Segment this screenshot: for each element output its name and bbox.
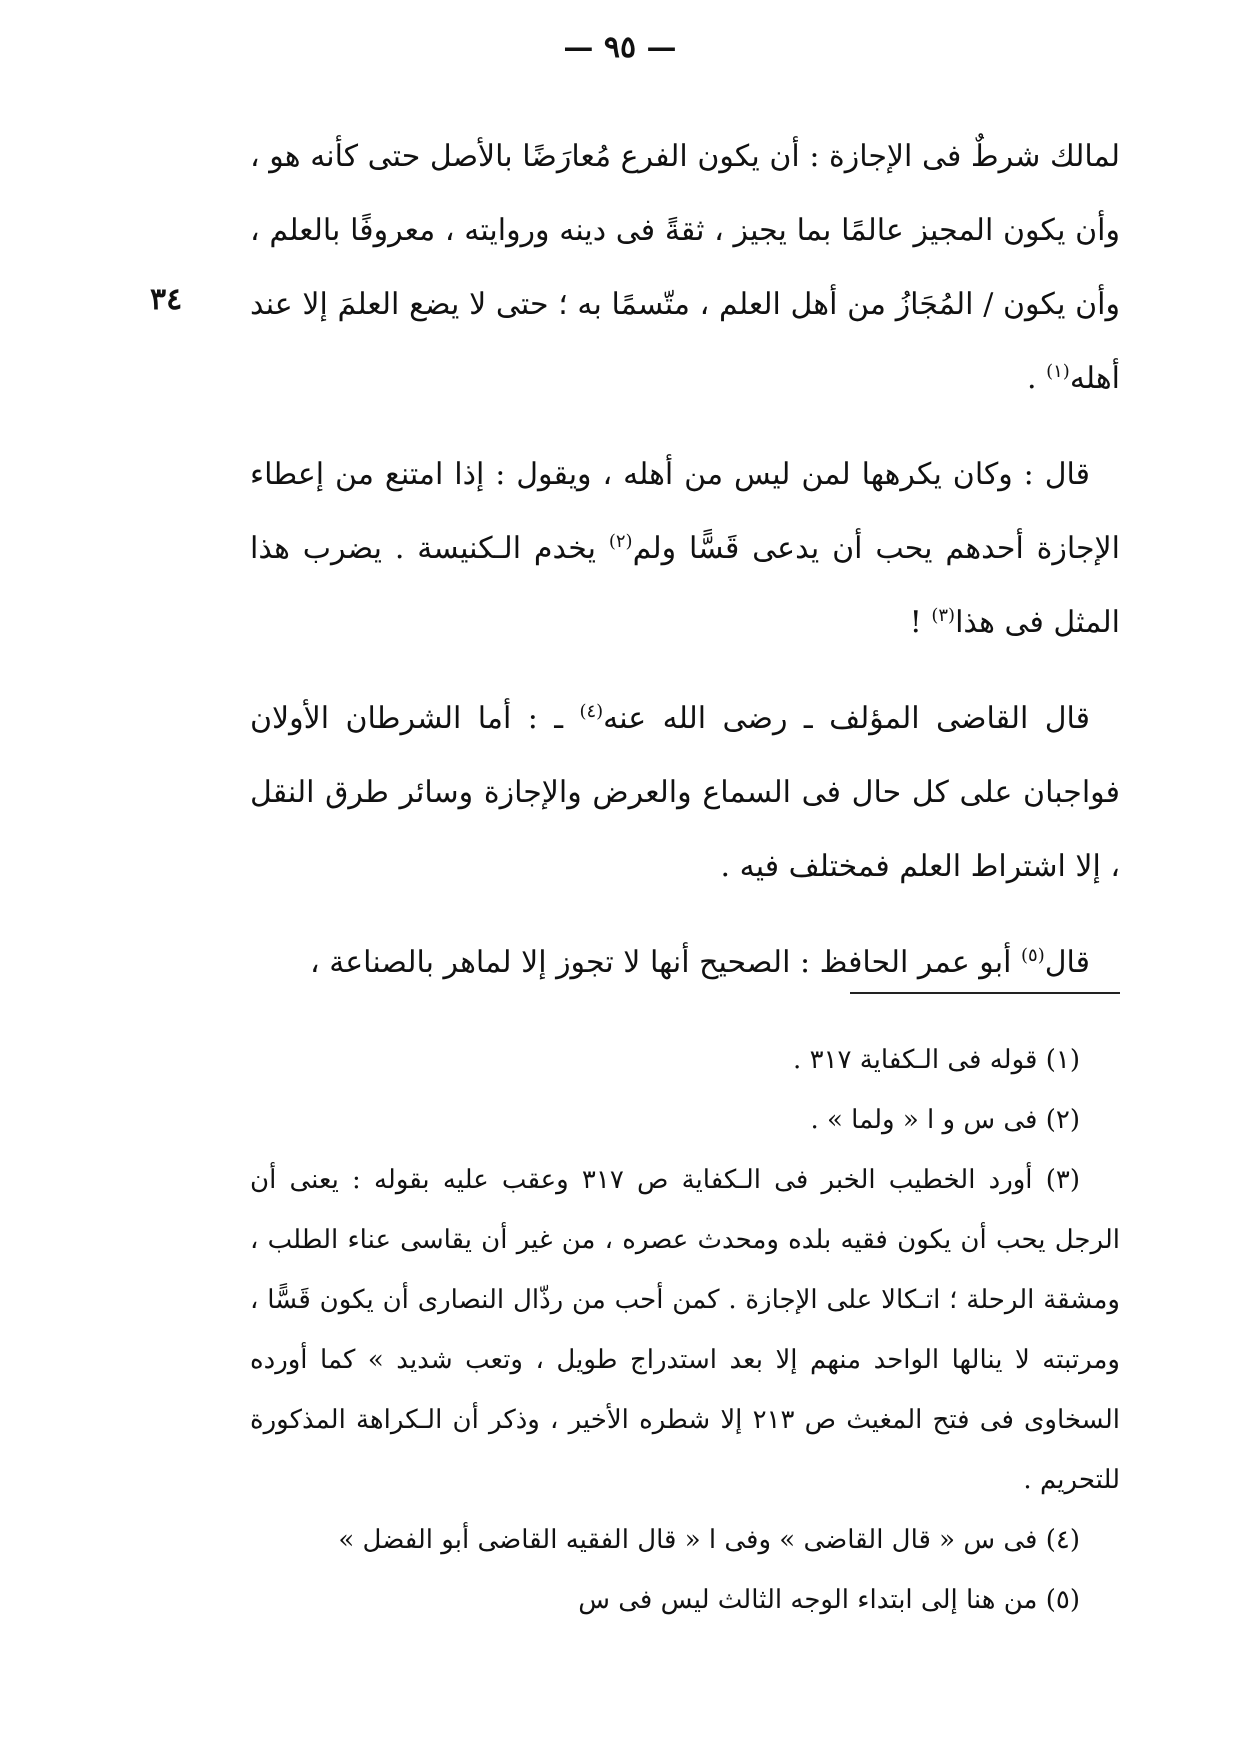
paragraph-4-end: أبو عمر الحافظ : الصحيح أنها لا تجوز إلا لماهر بالصناعة ، [309,945,1021,980]
paragraph-3 [250,682,1120,904]
paragraph-1-text: لمالك شرطٌ فى الإجازة : أن يكون الفرع مُعارَضًا بالأصل حتى كأنه هو ، وأن يكون المجيز عالمًا بما يجيز ، ثقةً فى دينه وروايته ، معروفًا بالعلم ، وأن يكون / المُجَازُ من أهل العلم ، متّسمًا به ؛ حتى لا يضع العلمَ إلا عند أهله [250,139,1120,396]
paragraph-1 [250,120,1120,416]
margin-page-reference: ٣٤ [150,282,183,317]
paragraph-3-end: ـ : أما الشرطان الأولان فواجبان على كل حال فى السماع والعرض والإجازة وسائر طرق النقل ، إلا اشتراط العلم فمختلف فيه . [250,701,1120,884]
paragraph-3-text: قال القاضى المؤلف ـ رضى الله عنه [603,701,1091,736]
paragraph-2 [250,438,1120,660]
paragraph-2-end: ! [909,605,932,640]
paragraph-4-text: قال [1044,945,1090,980]
note-ref-5: (٥) [1020,945,1045,966]
footnote-2: (٢) فى س و ا « ولما » . [810,1105,1080,1135]
paragraph-2-text: قال : وكان يكرهها لمن ليس من أهله ، ويقول : إذا امتنع من إعطاء الإجازة أحدهم يحب أن يدعى قَسًّا ولم [250,457,1121,566]
footnote-3: (٣) أورد الخطيب الخبر فى الـكفاية ص ٣١٧ وعقب عليه بقوله : يعنى أن الرجل يحب أن يكون فقيه بلده ومحدث عصره ، من غير أن يقاسى عناء الطلب ، ومشقة الرحلة ؛ اتـكالا على الإجازة . كمن أحب من رذّال النصارى أن يكون قَسًّا ، ومرتبته لا ينالها الواحد منهم إلا بعد استدراج طويل ، وتعب شديد » كما أورده السخاوى فى فتح المغيث ص ٢١٣ إلا شطره الأخير ، وذكر أن الـكراهة المذكورة للتحريم . [250,1165,1120,1495]
paragraph-2-mid: يخدم الـكنيسة . يضرب هذا المثل فى هذا [250,531,1120,640]
page-number: — ٩٥ — [563,30,677,65]
footnote-divider [850,992,1120,994]
paragraph-4 [250,926,1120,1000]
note-ref-4: (٤) [579,701,604,722]
note-ref-2: (٢) [608,531,633,552]
paragraph-1-end: . [1027,361,1047,396]
footnote-5: (٥) من هنا إلى ابتداء الوجه الثالث ليس فى س [578,1585,1080,1615]
main-text [250,120,1120,1022]
footnote-4: (٤) فى س « قال القاضى » وفى ا « قال الفقيه القاضى أبو الفضل » [338,1525,1080,1555]
footnotes [250,1030,1120,1630]
footnote-1: (١) قوله فى الـكفاية ٣١٧ . [793,1045,1080,1075]
note-ref-1: (١) [1046,361,1070,382]
note-ref-3: (٣) [931,605,956,626]
